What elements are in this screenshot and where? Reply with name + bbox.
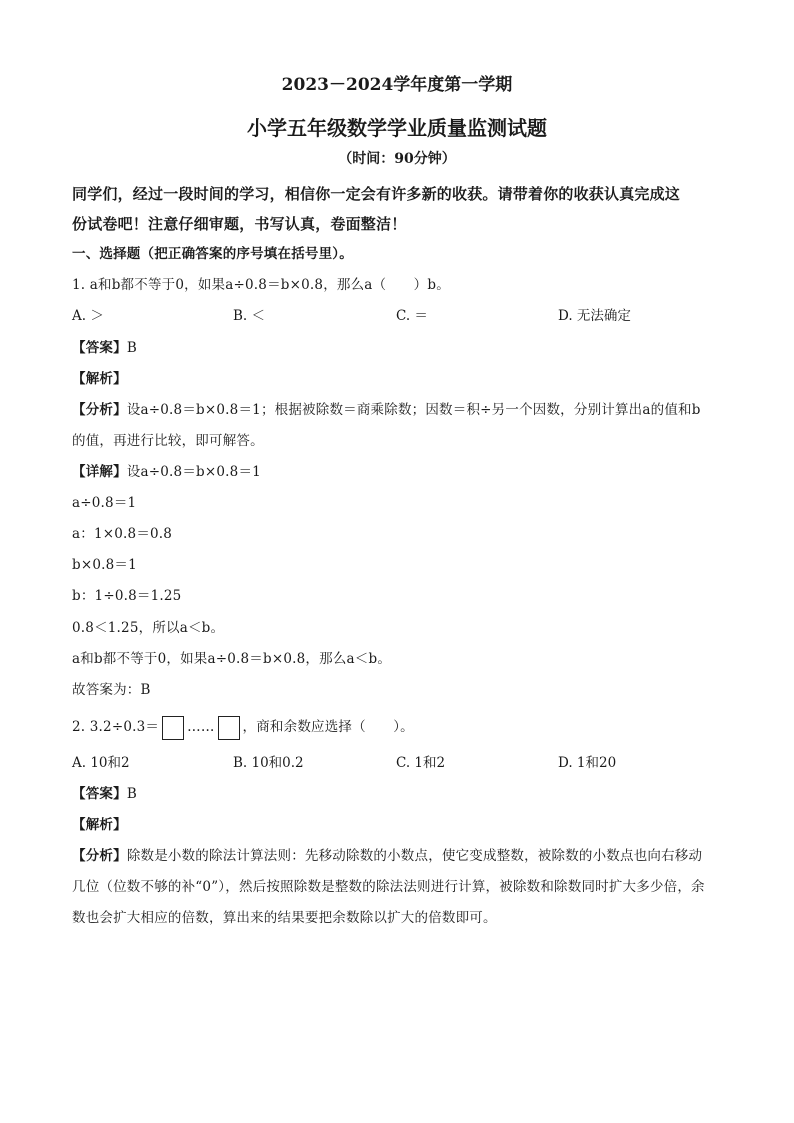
q1-option-c: C. ＝ [396, 308, 428, 324]
time-note: （时间：90分钟） [338, 151, 456, 167]
q1-fenxi-line-2: 的值，再进行比较，即可解答。 [72, 433, 264, 449]
q2-fenxi-line-2: 几位（位数不够的补“0”），然后按照除数是整数的除法法则进行计算，被除数和除数同时扩大多少倍，余 [72, 879, 705, 895]
q2-stem-suffix: ，商和余数应选择（ ）。 [242, 719, 414, 735]
q2-answer-label: 【答案】 [72, 786, 127, 802]
q1-fenxi-line-1 [72, 400, 701, 420]
q1-answer-value: B [126, 340, 137, 356]
title-line-2: 小学五年级数学学业质量监测试题 [247, 116, 547, 140]
q2-stem [72, 714, 414, 740]
q2-fenxi-label: 【分析】 [72, 848, 127, 864]
q1-xiangjie-line [72, 462, 261, 482]
q1-step-5: 0.8＜1.25，所以a＜b。 [72, 620, 225, 636]
intro-line-2: 份试卷吧！注意仔细审题，书写认真，卷面整洁！ [72, 215, 407, 233]
q2-option-a: A. 10和2 [72, 755, 130, 771]
q2-analysis-label: 【解析】 [72, 817, 127, 833]
q2-answer-value: B [126, 786, 137, 802]
intro-line-1: 同学们，经过一段时间的学习，相信你一定会有许多新的收获。请带着你的收获认真完成这 [72, 185, 681, 203]
q1-fenxi-label: 【分析】 [72, 402, 127, 418]
section-heading: 一、选择题（把正确答案的序号填在括号里）。 [72, 246, 353, 262]
q1-option-d: D. 无法确定 [558, 308, 631, 324]
q2-option-d: D. 1和20 [558, 755, 617, 771]
q1-step-3: b×0.8＝1 [72, 557, 137, 573]
q1-option-a: A. ＞ [72, 308, 104, 324]
q2-option-b: B. 10和0.2 [233, 755, 304, 771]
q1-xiangjie-text: 设a÷0.8＝b×0.8＝1 [126, 464, 261, 480]
q2-fenxi-line-3: 数也会扩大相应的倍数，算出来的结果要把余数除以扩大的倍数即可。 [72, 910, 497, 926]
q1-step-1: a÷0.8＝1 [72, 495, 137, 511]
q1-xiangjie-label: 【详解】 [72, 464, 127, 480]
q2-answer [72, 784, 137, 804]
remainder-blank-box [218, 716, 240, 740]
q1-answer-label: 【答案】 [72, 340, 127, 356]
q2-fenxi-line-1 [72, 846, 702, 866]
q2-fenxi-text-1: 除数是小数的除法计算法则：先移动除数的小数点，使它变成整数，被除数的小数点也向右移动 [126, 848, 703, 864]
q1-analysis-label: 【解析】 [72, 371, 127, 387]
q1-answer [72, 338, 137, 358]
title-line-1: 2023－2024学年度第一学期 [281, 75, 513, 95]
q2-dots: …… [187, 719, 215, 735]
q1-stem: 1. a和b都不等于0，如果a÷0.8＝b×0.8，那么a（ ）b。 [72, 277, 450, 293]
q1-step-2: a：1×0.8＝0.8 [72, 526, 173, 542]
q1-option-b: B. ＜ [233, 308, 266, 324]
q1-step-7: 故答案为：B [72, 682, 151, 698]
q2-stem-prefix: 2. 3.2÷0.3＝ [72, 719, 160, 735]
q1-step-6: a和b都不等于0，如果a÷0.8＝b×0.8，那么a＜b。 [72, 651, 392, 667]
q2-option-c: C. 1和2 [396, 755, 446, 771]
q1-step-4: b：1÷0.8＝1.25 [72, 588, 182, 604]
q1-fenxi-text-1: 设a÷0.8＝b×0.8＝1；根据被除数＝商乘除数；因数＝积÷另一个因数，分别计算出a的值和b [126, 402, 701, 418]
quotient-blank-box [162, 716, 184, 740]
